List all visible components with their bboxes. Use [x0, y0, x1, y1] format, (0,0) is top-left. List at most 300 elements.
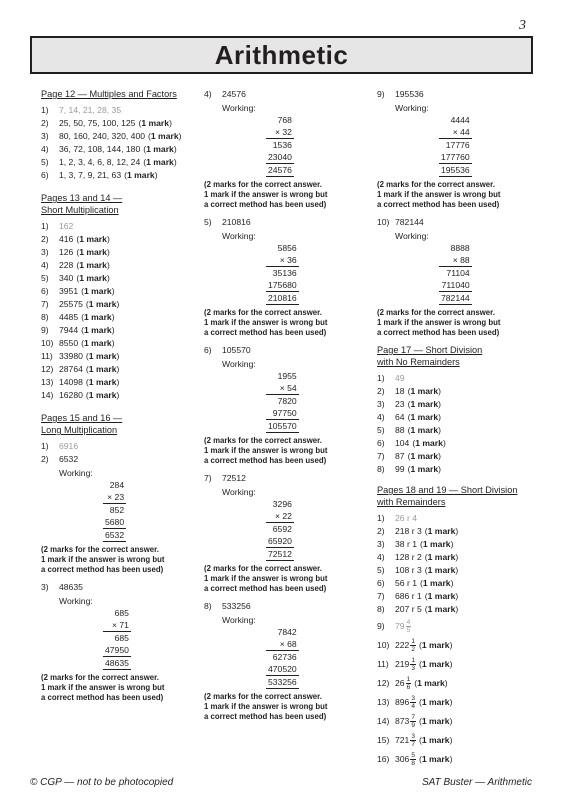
mark-label: 1 mark [415, 438, 443, 448]
mark-label: 1 mark [79, 260, 107, 270]
answer-text: 99 [395, 464, 405, 474]
mark-label: 1 mark [422, 539, 451, 549]
marking-note-line: a correct method has been used) [204, 456, 327, 465]
product-result: 210816 [268, 293, 297, 303]
section-heading-line: with Remainders [377, 497, 446, 507]
denominator: 2 [411, 646, 415, 654]
answer-item [377, 424, 537, 437]
title-banner [30, 36, 533, 74]
multiplicand: 7842 [277, 627, 297, 637]
long-multiplication-problem [204, 472, 364, 594]
partial-product: 711040 [441, 280, 470, 290]
answer-item [377, 450, 537, 463]
question-number: 9) [41, 325, 49, 335]
answer-item [41, 324, 201, 337]
mark-label: 1 mark [410, 464, 439, 474]
question-number: 15) [377, 735, 390, 745]
partial-product: 7820 [277, 396, 297, 406]
answer-item [204, 600, 364, 613]
answer-item [41, 440, 201, 453]
multiplier: × 22 [266, 510, 294, 523]
question-number: 2) [377, 526, 385, 536]
section-heading [41, 88, 201, 100]
mark-label: 1 mark [417, 678, 445, 688]
product-result: 195536 [441, 165, 470, 175]
mark-allocation: (1 mark) [407, 412, 442, 422]
product-result: 105570 [268, 421, 297, 431]
answer-item [377, 88, 537, 101]
answer-text: 108 r 3 [395, 565, 422, 575]
long-multiplication-problem [204, 216, 364, 338]
question-number: 3) [377, 399, 385, 409]
long-multiplication-problem [204, 344, 364, 466]
partial-product: 35136 [272, 268, 297, 278]
multiplier: × 88 [439, 254, 472, 267]
multiplier: × 71 [103, 619, 131, 632]
answer-item [377, 525, 537, 538]
answer-item [377, 675, 537, 692]
answer-item [377, 618, 537, 635]
numerator: 5 [411, 752, 415, 760]
question-number: 1) [377, 513, 385, 523]
long-multiplication-problem [41, 581, 201, 703]
partial-product: 97750 [272, 408, 297, 418]
section-heading-line: Page 17 — Short Division [377, 345, 483, 355]
section-heading-line: with No Remainders [377, 357, 460, 367]
spacer [377, 476, 537, 484]
answer-item [377, 437, 537, 450]
numerator: 7 [411, 714, 415, 722]
product-result: 782144 [441, 293, 470, 303]
question-number: 5) [204, 217, 212, 227]
numerator: 4 [406, 619, 411, 627]
marking-note-line: 1 mark if the answer is wrong but [204, 190, 328, 199]
spacer [41, 182, 201, 192]
mark-allocation: (1 mark) [424, 552, 459, 562]
marking-note [41, 673, 201, 703]
mark-allocation: (1 mark) [424, 565, 459, 575]
question-number: 3) [41, 247, 49, 257]
marking-note [204, 692, 364, 722]
mark-allocation: (1 mark) [138, 118, 172, 128]
mark-allocation: (1 mark) [418, 659, 453, 669]
mark-label: 1 mark [79, 234, 107, 244]
numerator: 1 [411, 657, 415, 665]
answer-item [204, 88, 364, 101]
marking-note-line: 1 mark if the answer is wrong but [377, 190, 501, 199]
answer-text: 128 r 2 [395, 552, 422, 562]
answer-text [395, 637, 417, 654]
mark-allocation: (1 mark) [424, 591, 459, 601]
partial-product: 1536 [272, 140, 292, 150]
question-number: 10) [41, 338, 54, 348]
working [204, 230, 364, 305]
working-label: Working: [395, 103, 429, 113]
answer-text: 26 r 4 [395, 513, 417, 523]
question-number: 4) [41, 260, 49, 270]
working-label: Working: [222, 359, 256, 369]
column-1 [41, 88, 201, 709]
product-result: 24576 [268, 165, 292, 175]
multiplicand: 5856 [277, 243, 297, 253]
long-multiplication-problem [204, 88, 364, 210]
column-3 [377, 88, 537, 768]
marking-note-line: (2 marks for the correct answer. [204, 564, 322, 573]
multiplicand: 768 [277, 115, 292, 125]
mark-label: 1 mark [79, 273, 107, 283]
answer-text: 228 [59, 260, 74, 270]
question-number: 8) [377, 464, 385, 474]
mark-label: 1 mark [410, 399, 439, 409]
answer-item [41, 285, 201, 298]
question-number: 5) [41, 157, 49, 167]
answer-text: 38 r 1 [395, 539, 417, 549]
mark-label: 1 mark [410, 386, 439, 396]
answer-text: 14098 [59, 377, 83, 387]
mark-allocation: (1 mark) [418, 640, 453, 650]
question-number: 3) [41, 582, 49, 592]
mark-allocation: (1 mark) [76, 234, 110, 244]
mark-allocation: (1 mark) [418, 735, 453, 745]
working-label: Working: [222, 231, 256, 241]
product-result: 48635 [105, 658, 129, 668]
marking-note [204, 564, 364, 594]
working-label: Working: [222, 615, 256, 625]
mark-label: 1 mark [84, 312, 112, 322]
answer-text: 218 r 3 [395, 526, 422, 536]
mark-allocation: (1 mark) [81, 312, 115, 322]
working-calculation [266, 114, 294, 177]
denominator: 8 [411, 760, 415, 768]
answer-text [395, 656, 417, 673]
mark-label: 1 mark [88, 390, 117, 400]
answer-text: 686 r 1 [395, 591, 422, 601]
section-heading-line: Pages 18 and 19 — Short Division [377, 485, 518, 495]
answer-item [41, 169, 201, 182]
multiplier: × 32 [266, 126, 294, 139]
answer-item [41, 143, 201, 156]
numerator: 3 [411, 733, 415, 741]
column-2 [204, 88, 364, 728]
mark-label: 1 mark [88, 364, 117, 374]
mark-allocation: (1 mark) [419, 578, 454, 588]
answer-text: 18 [395, 386, 405, 396]
question-number: 2) [41, 118, 49, 128]
mark-allocation: (1 mark) [76, 260, 110, 270]
answer-text: 28764 [59, 364, 83, 374]
answer-text [395, 618, 412, 635]
working [377, 230, 537, 305]
answer-item [41, 337, 201, 350]
answer-text: 72512 [222, 473, 246, 483]
answer-item [41, 363, 201, 376]
working [204, 486, 364, 561]
question-number: 13) [41, 377, 54, 387]
whole-number: 26 [395, 678, 405, 688]
section-heading-line: Short Multiplication [41, 205, 119, 215]
question-number: 6) [204, 345, 212, 355]
fraction [406, 676, 412, 691]
question-number: 1) [41, 105, 49, 115]
denominator: 4 [411, 703, 415, 711]
long-multiplication-problem [377, 88, 537, 210]
mark-allocation: (1 mark) [407, 386, 442, 396]
working [204, 614, 364, 689]
question-number: 12) [41, 364, 54, 374]
whole-number: 896 [395, 697, 410, 707]
question-number: 3) [377, 539, 385, 549]
mark-label: 1 mark [410, 425, 439, 435]
answer-text: 162 [59, 221, 74, 231]
answer-text: 23 [395, 399, 405, 409]
question-number: 9) [377, 89, 385, 99]
answer-text: 64 [395, 412, 405, 422]
marking-note [377, 180, 537, 210]
marking-note-line: (2 marks for the correct answer. [41, 673, 159, 682]
mark-allocation: (1 mark) [85, 351, 120, 361]
partial-product: 62736 [272, 652, 297, 662]
numerator: 1 [406, 676, 411, 684]
working-label: Working: [59, 468, 93, 478]
question-number: 1) [41, 441, 49, 451]
answer-text: 48635 [59, 582, 83, 592]
marking-note-line: a correct method has been used) [41, 693, 164, 702]
mark-allocation: (1 mark) [418, 697, 453, 707]
partial-product: 65920 [268, 536, 292, 546]
answer-item [41, 389, 201, 402]
mark-label: 1 mark [410, 451, 439, 461]
question-number: 6) [377, 438, 385, 448]
marking-note [204, 180, 364, 210]
long-multiplication-problem [204, 600, 364, 722]
fraction [410, 714, 416, 729]
partial-product: 685 [114, 633, 129, 643]
section-heading-line: Long Multiplication [41, 425, 118, 435]
mark-allocation: (1 mark) [418, 716, 453, 726]
mark-allocation: (1 mark) [85, 364, 120, 374]
answer-text: 104 [395, 438, 410, 448]
answer-text: 3951 [59, 286, 79, 296]
marking-note-line: 1 mark if the answer is wrong but [204, 574, 328, 583]
answer-text: 1, 3, 7, 9, 21, 63 [59, 170, 122, 180]
answer-text: 7944 [59, 325, 79, 335]
marking-note-line: 1 mark if the answer is wrong but [204, 702, 328, 711]
question-number: 6) [41, 170, 49, 180]
answer-item [204, 216, 364, 229]
answer-item [377, 656, 537, 673]
mark-label: 1 mark [84, 286, 112, 296]
mark-allocation: (1 mark) [418, 754, 453, 764]
working-calculation [266, 498, 294, 561]
answer-item [41, 259, 201, 272]
working-calculation [266, 242, 299, 305]
working-label: Working: [222, 103, 256, 113]
answer-text: 25575 [59, 299, 83, 309]
mark-allocation: (1 mark) [407, 425, 442, 435]
answer-text [395, 751, 417, 768]
mark-label: 1 mark [141, 118, 170, 128]
question-number: 12) [377, 678, 390, 688]
question-number: 4) [377, 412, 385, 422]
mark-label: 1 mark [127, 170, 155, 180]
denominator: 5 [406, 627, 411, 635]
answer-text [395, 675, 412, 692]
answer-text: 1, 2, 3, 4, 6, 8, 12, 24 [59, 157, 141, 167]
multiplicand: 1955 [277, 371, 297, 381]
mark-label: 1 mark [150, 131, 179, 141]
answer-item [377, 463, 537, 476]
answer-text: 7, 14, 21, 28, 35 [59, 105, 122, 115]
whole-number: 79 [395, 621, 405, 631]
question-number: 6) [41, 286, 49, 296]
working-calculation [266, 626, 299, 689]
answer-item [377, 713, 537, 730]
marking-note-line: a correct method has been used) [41, 565, 164, 574]
numerator: 3 [411, 695, 415, 703]
marking-note-line: (2 marks for the correct answer. [204, 436, 322, 445]
question-number: 8) [377, 604, 385, 614]
mark-label: 1 mark [410, 412, 439, 422]
answer-item [377, 751, 537, 768]
mark-allocation: (1 mark) [424, 604, 459, 614]
mark-label: 1 mark [84, 325, 112, 335]
working [377, 102, 537, 177]
working [41, 467, 201, 542]
answer-item [377, 732, 537, 749]
numerator: 1 [411, 638, 415, 646]
answer-item [377, 512, 537, 525]
long-multiplication-problem [377, 216, 537, 338]
answer-item [41, 156, 201, 169]
answer-item [204, 472, 364, 485]
answer-item [41, 581, 201, 594]
marking-note [204, 308, 364, 338]
mark-label: 1 mark [421, 697, 450, 707]
working-label: Working: [59, 596, 93, 606]
answer-text: 105570 [222, 345, 251, 355]
partial-product: 17776 [445, 140, 470, 150]
mark-label: 1 mark [427, 565, 456, 575]
mark-allocation: (1 mark) [85, 377, 120, 387]
answer-text: 33980 [59, 351, 83, 361]
whole-number: 219 [395, 659, 410, 669]
question-number: 9) [377, 621, 385, 631]
product-result: 72512 [268, 549, 292, 559]
answer-item [41, 453, 201, 466]
section-heading-line: Pages 15 and 16 — [41, 413, 123, 423]
working-label: Working: [222, 487, 256, 497]
answer-item [377, 694, 537, 711]
mark-allocation: (1 mark) [407, 451, 442, 461]
marking-note-line: (2 marks for the correct answer. [204, 308, 322, 317]
answer-item [41, 233, 201, 246]
partial-product: 5680 [105, 517, 125, 527]
mark-allocation: (1 mark) [143, 157, 177, 167]
mark-label: 1 mark [422, 578, 451, 588]
denominator: 9 [411, 722, 415, 730]
answer-item [41, 298, 201, 311]
marking-note-line: 1 mark if the answer is wrong but [377, 318, 501, 327]
mark-label: 1 mark [146, 157, 174, 167]
partial-product: 177760 [441, 152, 470, 162]
section-heading-line: Pages 13 and 14 — [41, 193, 123, 203]
working [41, 595, 201, 670]
question-number: 1) [41, 221, 49, 231]
question-number: 4) [41, 144, 49, 154]
question-number: 8) [204, 601, 212, 611]
answer-item [377, 398, 537, 411]
multiplicand: 8888 [450, 243, 470, 253]
multiplier: × 36 [266, 254, 299, 267]
footer-copyright: © CGP — not to be photocopied [30, 777, 174, 788]
mark-label: 1 mark [421, 735, 450, 745]
mark-allocation: (1 mark) [85, 390, 120, 400]
answer-text: 4485 [59, 312, 79, 322]
answer-text: 87 [395, 451, 405, 461]
marking-note-line: a correct method has been used) [204, 584, 327, 593]
mark-allocation: (1 mark) [414, 678, 448, 688]
marking-note [377, 308, 537, 338]
marking-note-line: 1 mark if the answer is wrong but [41, 555, 165, 564]
answer-item [377, 603, 537, 616]
marking-note-line: 1 mark if the answer is wrong but [204, 446, 328, 455]
mark-label: 1 mark [421, 640, 450, 650]
answer-item [377, 577, 537, 590]
answer-text [395, 694, 417, 711]
mark-allocation: (1 mark) [143, 144, 177, 154]
answer-text: 16280 [59, 390, 83, 400]
partial-product: 23040 [268, 152, 292, 162]
mark-label: 1 mark [79, 247, 107, 257]
answer-text: 49 [395, 373, 405, 383]
working-label: Working: [395, 231, 429, 241]
fraction [410, 695, 416, 710]
product-result: 533256 [268, 677, 297, 687]
mark-label: 1 mark [146, 144, 174, 154]
section-heading [41, 192, 201, 216]
section-heading [41, 412, 201, 436]
answer-text: 782144 [395, 217, 424, 227]
answer-text: 340 [59, 273, 74, 283]
marking-note-line: 1 mark if the answer is wrong but [204, 318, 328, 327]
marking-note-line: (2 marks for the correct answer. [41, 545, 159, 554]
question-number: 7) [204, 473, 212, 483]
mark-allocation: (1 mark) [419, 539, 454, 549]
answer-text: 56 r 1 [395, 578, 417, 588]
answer-text: 195536 [395, 89, 424, 99]
multiplicand: 4444 [450, 115, 470, 125]
mark-allocation: (1 mark) [424, 526, 459, 536]
working-calculation [103, 479, 126, 542]
working [204, 358, 364, 433]
question-number: 7) [377, 591, 385, 601]
answer-item [41, 350, 201, 363]
mark-label: 1 mark [427, 604, 456, 614]
whole-number: 222 [395, 640, 410, 650]
mark-label: 1 mark [88, 351, 117, 361]
question-number: 6) [377, 578, 385, 588]
marking-note-line: a correct method has been used) [204, 200, 327, 209]
question-number: 11) [377, 659, 389, 669]
answer-text: 24576 [222, 89, 246, 99]
working-calculation [266, 370, 299, 433]
denominator: 7 [411, 741, 415, 749]
working-calculation [439, 114, 472, 177]
question-number: 4) [377, 552, 385, 562]
marking-note [41, 545, 201, 575]
page-title: Arithmetic [214, 40, 349, 70]
mark-allocation: (1 mark) [148, 131, 182, 141]
